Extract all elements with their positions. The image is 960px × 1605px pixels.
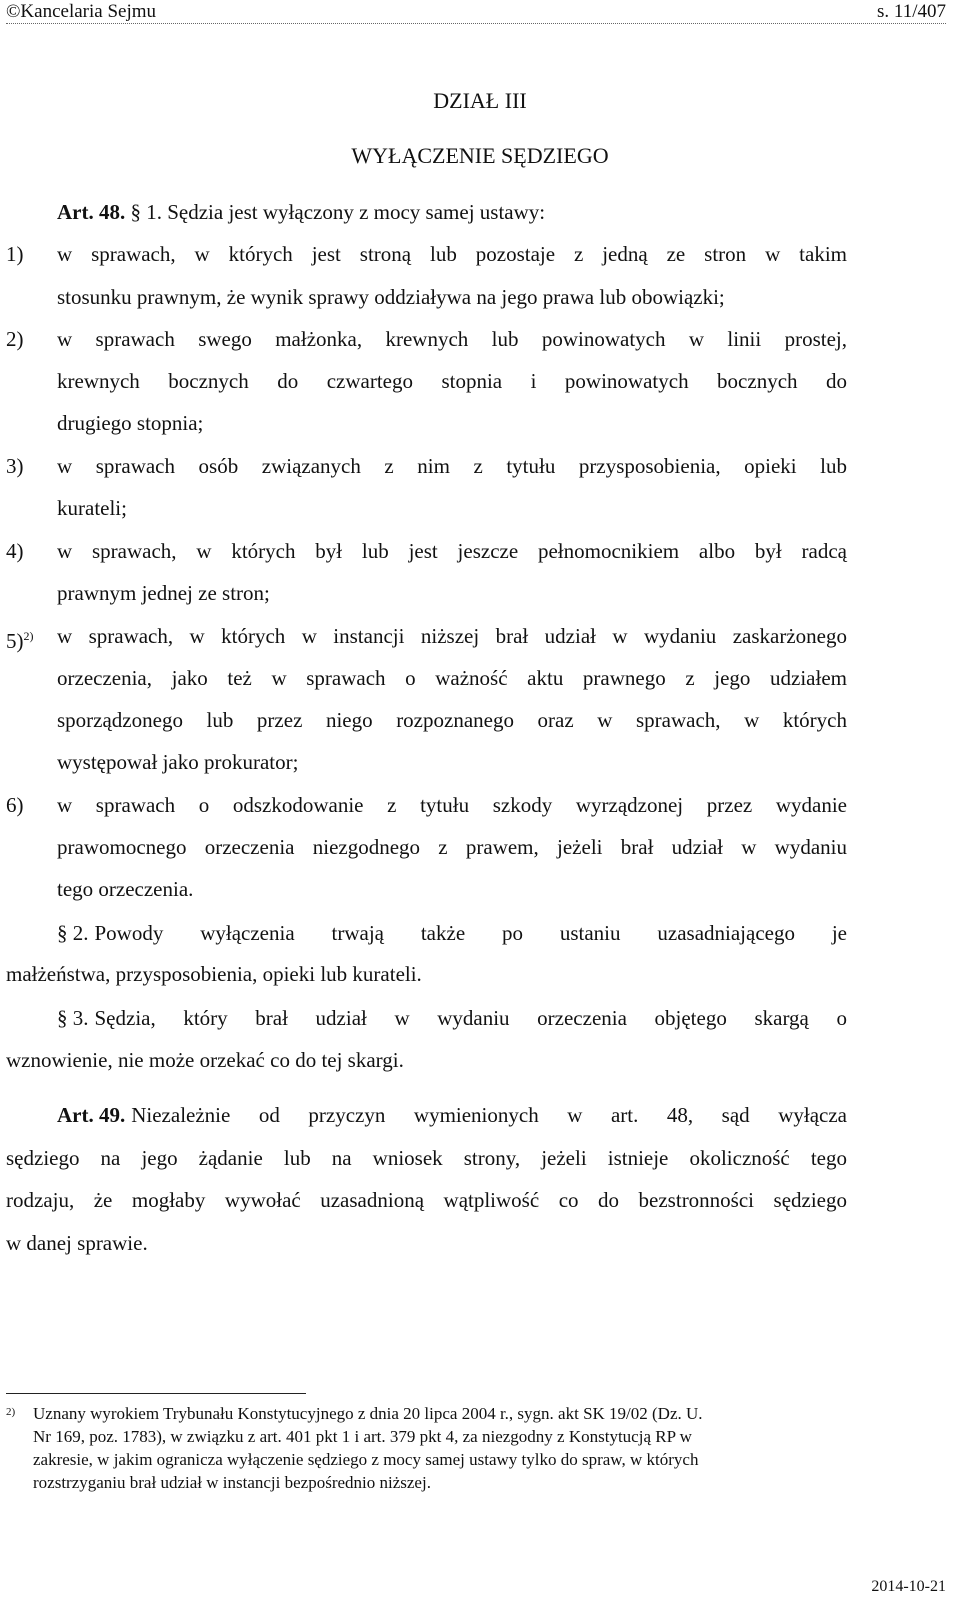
art49-text-1: Niezależnie od przyczyn wymienionych w art. 48, sąd wyłącza (131, 1103, 847, 1127)
item-2-line-3: drugiego stopnia; (57, 411, 204, 435)
par2-text-1: Powody wyłączenia trwają także po ustaniu uzasadniającego je (94, 921, 847, 945)
document-date: 2014-10-21 (871, 1578, 946, 1595)
art48-label: Art. 48. (57, 200, 126, 224)
item-2-line-1: w sprawach swego małżonka, krewnych lub powinowatych w linii prostej, (57, 327, 847, 351)
item-1-line-1: w sprawach, w których jest stroną lub pozostaje z jedną ze stron w takim (57, 242, 847, 266)
par2-line-2: małżeństwa, przysposobienia, opieki lub kurateli. (6, 962, 422, 986)
item-5-num: 5) (6, 629, 24, 653)
art49-line-2: sędziego na jego żądanie lub na wniosek strony, jeżeli istnieje okoliczność tego (6, 1146, 847, 1170)
par2-line-1 (57, 919, 847, 947)
item-6-line-3: tego orzeczenia. (57, 877, 194, 901)
header-copyright: ©Kancelaria Sejmu (6, 1, 157, 22)
item-3-number: 3) (6, 454, 24, 478)
par3-line-1 (57, 1004, 847, 1032)
item-2-line-2: krewnych bocznych do czwartego stopnia i powinowatych bocznych do (57, 369, 847, 393)
item-2-number: 2) (6, 327, 24, 351)
item-4-line-2: prawnym jednej ze stron; (57, 581, 270, 605)
item-4-line-1: w sprawach, w których był lub jest jeszcze pełnomocnikiem albo był radcą (57, 539, 847, 563)
item-5-line-4: występował jako prokurator; (57, 750, 299, 774)
page-number: s. 11/407 (877, 1, 946, 22)
item-6-line-2: prawomocnego orzeczenia niezgodnego z prawem, jeżeli brał udział w wydaniu (57, 835, 847, 859)
par2-label: § 2. (57, 921, 89, 945)
item-1-number: 1) (6, 242, 24, 266)
footnote-separator (6, 1393, 306, 1394)
item-3-line-1: w sprawach osób związanych z nim z tytułu przysposobienia, opieki lub (57, 454, 847, 478)
item-5-line-3: sporządzonego lub przez niego rozpoznanego oraz w sprawach, w których (57, 708, 847, 732)
item-6-line-1: w sprawach o odszkodowanie z tytułu szkody wyrządzonej przez wydanie (57, 793, 847, 817)
art49-line-4: w danej sprawie. (6, 1231, 148, 1255)
item-5-line-1: w sprawach, w których w instancji niższej brał udział w wydaniu zaskarżonego (57, 624, 847, 648)
footnote-marker: 2) (6, 1406, 16, 1418)
footnote-line-1: Uznany wyrokiem Trybunału Konstytucyjnego z dnia 20 lipca 2004 r., sygn. akt SK 19/02 (Dz. U. (33, 1404, 703, 1423)
item-5-number (6, 622, 34, 655)
item-4-number: 4) (6, 539, 24, 563)
art49-line-3: rodzaju, że mogłaby wywołać uzasadnioną wątpliwość co do bezstronności sędziego (6, 1188, 847, 1212)
footnote-ref: 2) (23, 629, 34, 643)
division-heading: DZIAŁ III (433, 88, 527, 113)
par1-intro: Sędzia jest wyłączony z mocy samej ustawy: (167, 200, 546, 224)
item-3-line-2: kurateli; (57, 496, 127, 520)
par3-label: § 3. (57, 1006, 89, 1030)
art48-intro (57, 198, 545, 226)
header-rule (6, 23, 946, 24)
footnote-mark (6, 1401, 15, 1427)
par3-text-1: Sędzia, który brał udział w wydaniu orzeczenia objętego skargą o (94, 1006, 847, 1030)
footnote-line-2: Nr 169, poz. 1783), w związku z art. 401 pkt 1 i art. 379 pkt 4, za niezgodny z Konstytucją RP w (33, 1427, 692, 1446)
item-1-line-2: stosunku prawnym, że wynik sprawy oddziaływa na jego prawa lub obowiązki; (57, 285, 725, 309)
division-title: WYŁĄCZENIE SĘDZIEGO (351, 143, 609, 168)
par1-label: § 1. (130, 200, 162, 224)
art49-label: Art. 49. (57, 1103, 126, 1127)
par3-line-2: wznowienie, nie może orzekać co do tej skargi. (6, 1048, 404, 1072)
item-5-line-2: orzeczenia, jako też w sprawach o ważność aktu prawnego z jego udziałem (57, 666, 847, 690)
footnote-line-3: zakresie, w jakim ogranicza wyłączenie sędziego z mocy samej ustawy tylko do spraw, w których (33, 1450, 699, 1469)
art49-line-1 (57, 1101, 847, 1129)
item-6-number: 6) (6, 793, 24, 817)
footnote-line-4: rozstrzyganiu brał udział w instancji bezpośrednio niższej. (33, 1473, 431, 1492)
